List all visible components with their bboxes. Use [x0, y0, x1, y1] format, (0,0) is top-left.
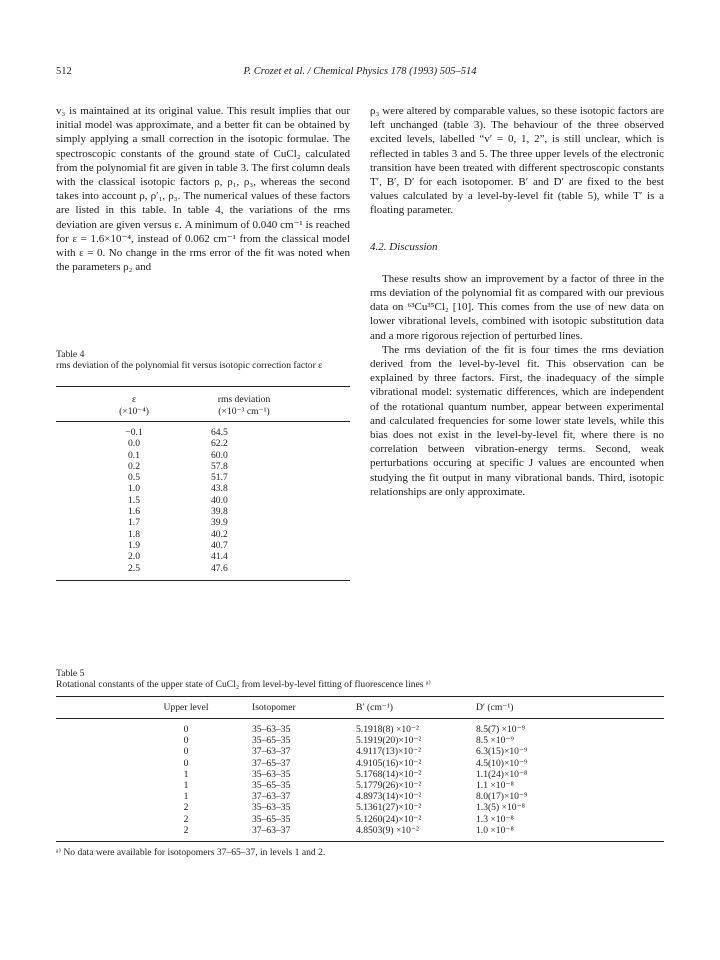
body-paragraph: The rms deviation of the fit is four times the rms deviation derived from the level-by-level fit. This observation can be explained by three factors. First, the inadequacy of the simple vibrational model: systematic differences, which are independent of the rotational quantum number, appear between experimental and calculated frequencies for some lower state levels, while this bias does not exist in the level-by-level fit, where there is no correlation between vibration-energy terms. Second, weak perturbations occuring at specific J values are encounted when studying the fit output in many vibrational bands. Third, isotopic relationships are only approximate. — [370, 343, 664, 498]
column-header: D′ (cm⁻¹) — [476, 702, 514, 713]
table-row: 2 35–65–35 5.1260(24)×10⁻² 1.3 ×10⁻⁸ — [183, 813, 514, 825]
table-row: 2 35–63–35 5.1361(27)×10⁻² 1.3(5) ×10⁻⁸ — [183, 802, 525, 814]
body-paragraph: v₃ is maintained at its original value. This result implies that our initial model was approximate, and a better fit can be obtained by simply applying a small correction in the isotopic formulae. The spectroscopic constants of the ground state of CuCl₂ calculated from the polynomial fit are given in table 3. The first column deals with the classical isotopic factors ρ, ρ₁, ρ₃, whereas the second takes into account ρ, ρ′₁, ρ₃. The numerical values of these factors are listed in this table. In table 4, the variations of the rms deviation are given versus ε. A minimum of 0.040 cm⁻¹ is reached for ε = 1.6×10⁻⁴, instead of 0.062 cm⁻¹ from the classical model with ε = 0. No change in the rms error of the fit was noted when the parameters ρ₂ and — [56, 105, 350, 274]
table-row: 1.5 40.0 — [128, 494, 228, 506]
column-header-rms: rms deviation (×10⁻³ cm⁻¹) — [217, 394, 271, 417]
table-4 — [56, 349, 350, 581]
table-row: 1.8 40.2 — [128, 528, 228, 540]
table-rule — [56, 580, 350, 581]
table-4-label: Table 4 — [56, 349, 85, 360]
table-5-body — [56, 719, 664, 841]
column-header: B′ (cm⁻¹) — [356, 702, 393, 713]
table-row: 1.7 39.9 — [128, 517, 228, 529]
table-5-footnote: ᵃ⁾ No data were available for isotopomers 37–65–37, in levels 1 and 2. — [56, 846, 326, 858]
table-4-body — [56, 422, 350, 580]
column-header: Isotopomer — [252, 702, 296, 713]
table-row: 0 37–63–37 4.9117(13)×10⁻² 6.3(15)×10⁻⁹ — [183, 746, 528, 758]
left-column — [56, 104, 350, 274]
table-row: 0.5 51.7 — [128, 472, 228, 484]
table-4-header — [56, 387, 350, 421]
column-header: Upper level — [163, 702, 209, 713]
table-5-header — [56, 697, 664, 718]
table-row: 0.2 57.8 — [128, 460, 228, 472]
table-row: 0 35–63–35 5.1918(8) ×10⁻² 8.5(7) ×10⁻⁹ — [183, 724, 525, 735]
body-paragraph: These results show an improvement by a factor of three in the rms deviation of the polynomial fit as compared with our previous data on ⁶³Cu³⁵Cl₂ [10]. This comes from the use of new data on lower vibrational levels, combined with isotopic substitution data and a more rigorous rejection of perturbed lines. — [370, 272, 664, 342]
table-row: 2.0 41.4 — [128, 551, 228, 563]
table-row: 1 35–65–35 5.1779(26)×10⁻² 1.1 ×10⁻⁸ — [183, 779, 514, 791]
column-header-epsilon: ε (×10⁻⁴) — [119, 394, 149, 417]
table-row: −0.1 64.5 — [125, 427, 228, 438]
table-row: 0 35–65–35 5.1919(20)×10⁻² 8.5 ×10⁻⁹ — [183, 735, 514, 747]
table-5 — [56, 668, 664, 859]
right-column — [370, 104, 664, 499]
page-number: 512 — [56, 66, 72, 77]
table-row: 1.6 39.8 — [128, 506, 228, 518]
table-row: 0 37–65–37 4.9105(16)×10⁻² 4.5(10)×10⁻⁹ — [183, 757, 528, 769]
table-row: 1.9 40.7 — [128, 539, 228, 551]
section-heading: 4.2. Discussion — [370, 240, 438, 253]
table-row: 2.5 47.6 — [128, 562, 228, 574]
body-paragraph: ρ₃ were altered by comparable values, so these isotopic factors are left unchanged (table 3). The behaviour of the three observed excited levels, labelled “v′ = 0, 1, 2”, is still unclear, which is reflected in tables 3 and 5. The three upper levels of the electronic transition have been treated with different spectroscopic constants T′, B′, D′ for each isotopomer. B′ and D′ are fixed to the best values calculated by a level-by-level fit (table 5), while T′ is a floating parameter. — [370, 105, 664, 217]
table-5-caption: Rotational constants of the upper state of CuCl₂ from level-by-level fitting of fluorescence lines ᵃ⁾ — [56, 679, 431, 690]
table-5-label: Table 5 — [56, 668, 85, 679]
running-title: P. Crozet et al. / Chemical Physics 178 (1993) 505–514 — [243, 66, 477, 77]
table-row: 1 37–63–37 4.8973(14)×10⁻² 8.0(17)×10⁻⁹ — [183, 791, 528, 803]
page-header — [56, 66, 664, 82]
table-row: 0.0 62.2 — [128, 438, 228, 450]
table-row: 2 37–63–37 4.8503(9) ×10⁻² 1.0 ×10⁻⁸ — [183, 824, 514, 836]
table-row: 1 35–63–35 5.1768(14)×10⁻² 1.1(24)×10⁻⁸ — [183, 768, 528, 780]
table-4-caption: rms deviation of the polynomial fit versus isotopic correction factor ε — [56, 360, 323, 371]
table-row: 1.0 43.8 — [128, 483, 228, 495]
table-rule — [56, 841, 664, 842]
table-row: 0.1 60.0 — [128, 449, 228, 461]
